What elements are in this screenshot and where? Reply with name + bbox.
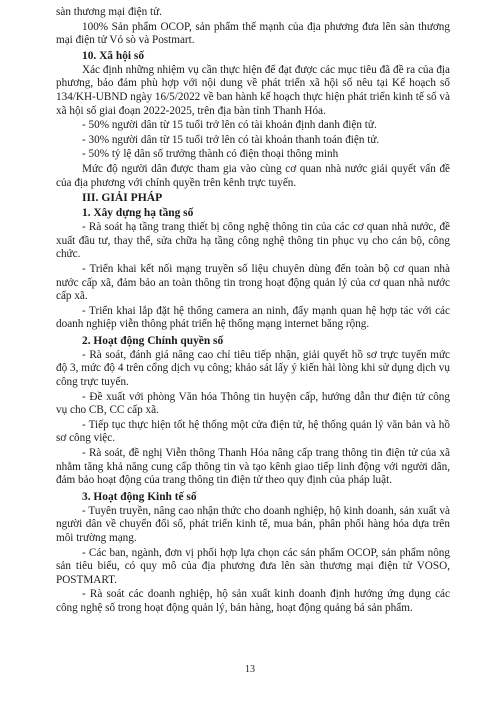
bullet-smartphone: - 50% tỷ lệ dân số trưởng thành có điện thoại thông minh bbox=[82, 148, 339, 161]
heading-digital-economy: 3. Hoạt động Kinh tế số bbox=[82, 490, 197, 503]
bullet-infra-review: - Rà soát hạ tầng trang thiết bị công nghệ thông tin của các cơ quan nhà nước, đề xuất đầu tư, thay thế, sửa chữa hạ tầng công nghệ thông tin phục vụ cho cán bộ, công chức. bbox=[56, 221, 450, 261]
bullet-online-services: - Rà soát, đánh giá nâng cao chỉ tiêu tiếp nhận, giải quyết hồ sơ trực tuyến mức độ 3, mức độ 4 trên cổng dịch vụ công; khảo sát lấy ý kiến hài lòng khi sử dụng dịch vụ công trực tuyến. bbox=[56, 348, 450, 389]
heading-social-digital: 10. Xã hội số bbox=[82, 49, 145, 62]
heading-infrastructure: 1. Xây dựng hạ tầng số bbox=[82, 207, 194, 220]
bullet-enterprises: - Rà soát các doanh nghiệp, hộ sản xuất kinh doanh định hướng ứng dụng các công nghệ số trong hoạt động quản lý, bán hàng, hoạt động quảng bá sản phẩm. bbox=[56, 588, 450, 614]
bullet-id-account: - 50% người dân từ 15 tuổi trở lên có tài khoản định danh điện tử. bbox=[82, 119, 377, 132]
bullet-awareness: - Tuyên truyền, nâng cao nhận thức cho doanh nghiệp, hộ kinh doanh, sản xuất và người dân về chuyển đổi số, phát triển kinh tế, mua bán, phân phối hàng hóa dựa trên môi trường mạng. bbox=[56, 504, 450, 544]
bullet-one-stop: - Tiếp tục thực hiện tốt hệ thống một cửa điện tử, hệ thống quản lý văn bản và hồ sơ công việc. bbox=[56, 418, 450, 445]
bullet-payment-account: - 30% người dân từ 15 tuổi trở lên có tài khoản thanh toán điện tử. bbox=[82, 133, 380, 146]
paragraph-participation: Mức độ người dân được tham gia vào cùng cơ quan nhà nước giải quyết vấn đề của địa phương với chính quyền trên kênh trực tuyến. bbox=[56, 162, 450, 189]
paragraph-ocop-target: 100% Sản phẩm OCOP, sản phẩm thế mạnh của địa phương đưa lên sàn thương mại điện tử Vỏ sò và Postmart. bbox=[56, 20, 450, 47]
bullet-email: - Đề xuất với phòng Văn hóa Thông tin huyện cấp, hướng dẫn thư điện tử công vụ cho CB, CC cấp xã. bbox=[56, 390, 450, 417]
heading-digital-government: 2. Hoạt động Chính quyền số bbox=[82, 334, 224, 347]
bullet-camera: - Triển khai lắp đặt hệ thống camera an ninh, đẩy mạnh quan hệ hợp tác với các doanh nghiệp viễn thông phát triển hệ thống mạng internet băng rộng. bbox=[56, 304, 450, 331]
heading-solutions: III. GIẢI PHÁP bbox=[82, 191, 163, 205]
paragraph-continuation: sàn thương mại điện tử. bbox=[56, 6, 162, 18]
bullet-network-connect: - Triển khai kết nối mạng truyền số liệu chuyên dùng đến toàn bộ cơ quan nhà nước cấp xã, đảm bảo an toàn thông tin trong hoạt động quản lý của cơ quan nhà nước cấp xã. bbox=[56, 262, 450, 303]
bullet-website-upgrade: - Rà soát, đề nghị Viễn thông Thanh Hóa nâng cấp trang thông tin điện tử của xã nhằm tăng khả năng cung cấp thông tin và tạo kênh giao tiếp linh động với người dân, đảm bảo hoạt động của trang thông tin điện tử theo quy định của pháp luật. bbox=[56, 447, 450, 487]
bullet-ocop-products: - Các ban, ngành, đơn vị phối hợp lựa chọn các sản phẩm OCOP, sản phẩm nông sản tiêu biểu, có quy mô của địa phương đưa lên sàn thương mại điện tử VOSO, POSTMART. bbox=[56, 546, 450, 586]
page-number: 13 bbox=[245, 664, 255, 675]
paragraph-social-intro: Xác định những nhiệm vụ cần thực hiện để đạt được các mục tiêu đã đề ra của địa phương, bảo đảm phù hợp với nội dung về phát triển xã hội số nêu tại Kế hoạch số 134/KH-UBND ngày 16/5/2022 về ban hành kế hoạch thực hiện phát triển kinh tế số và xã hội số giai đoạn 2022-2025, trên địa bàn tỉnh Thanh Hóa. bbox=[56, 63, 450, 117]
